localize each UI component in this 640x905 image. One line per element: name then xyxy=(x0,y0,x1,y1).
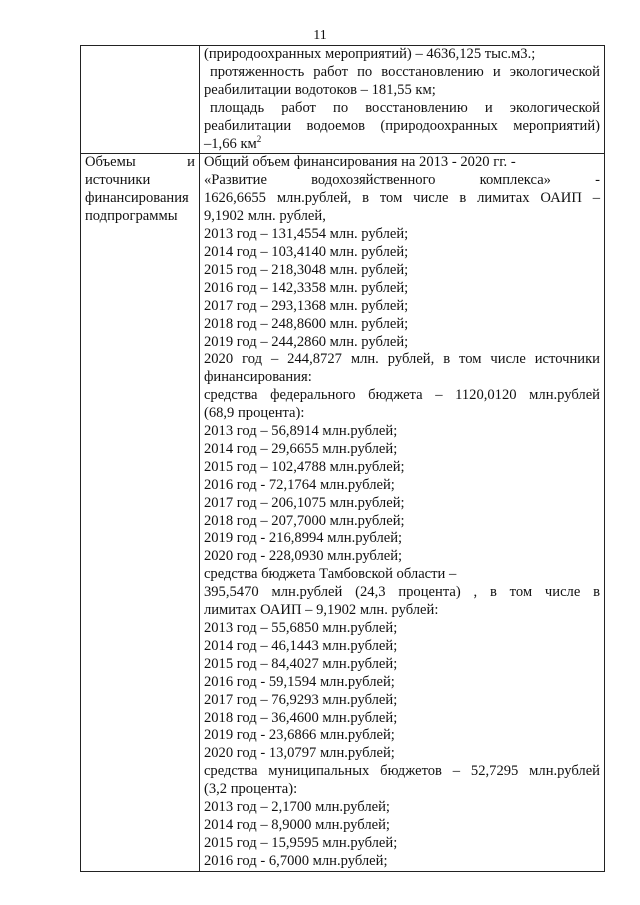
financing-cell xyxy=(199,154,604,871)
text-line: 2017 год – 206,1075 млн.рублей; xyxy=(203,494,405,511)
text-line: 2015 год – 102,4788 млн.рублей; xyxy=(203,458,405,475)
text-line: средства муниципальных бюджетов – 52,7295 млн.рублей xyxy=(203,763,600,780)
text-line: средства бюджета Тамбовской области – xyxy=(203,566,457,583)
text-line: лимитах ОАИП – 9,1902 млн. рублей: xyxy=(203,602,439,619)
text-line: финансирования: xyxy=(203,369,312,386)
text-line: Общий объем финансирования на 2013 - 2020 гг. - xyxy=(203,154,516,171)
text-line: площадь работ по восстановлению и экологической xyxy=(209,99,600,116)
text-line: «Развитие водохозяйственного комплекса» - xyxy=(203,172,600,189)
text-line: 2013 год – 55,6850 млн.рублей; xyxy=(203,620,398,636)
text-line: 2020 год - 13,0797 млн.рублей; xyxy=(203,745,395,762)
text-line: реабилитации водотоков – 181,55 км; xyxy=(203,81,436,98)
subprogram-passport-table xyxy=(80,45,605,872)
text-line: (68,9 процента): xyxy=(203,405,305,422)
row-label-cell xyxy=(81,46,200,154)
text-line: 2019 год - 23,6866 млн.рублей; xyxy=(203,727,395,744)
indicators-text xyxy=(204,46,600,136)
text-line: 2013 год – 56,8914 млн.рублей; xyxy=(203,423,398,440)
row-label-first-line: Объемы и xyxy=(85,154,195,171)
text-line: 2014 год – 8,9000 млн.рублей; xyxy=(203,816,390,833)
page-number: 11 xyxy=(313,28,327,43)
text-line: 1626,6655 млн.рублей, в том числе в лимитах ОАИП – xyxy=(203,190,600,207)
text-line: 2019 год - 216,8994 млн.рублей; xyxy=(203,530,403,547)
text-line: 2017 год – 293,1368 млн. рублей; xyxy=(203,297,409,314)
text-line: 2019 год – 244,2860 млн. рублей; xyxy=(203,333,409,350)
table-row xyxy=(81,46,605,154)
text-line: 2014 год – 29,6655 млн.рублей; xyxy=(203,440,398,457)
text-line: 2013 год – 131,4554 млн. рублей; xyxy=(203,226,409,243)
row-label-line: источники xyxy=(85,172,151,189)
text-line: –1,66 $км^2$ xyxy=(203,133,262,152)
text-line: протяженность работ по восстановлению и экологической xyxy=(209,63,600,80)
text-line: 2016 год - 72,1764 млн.рублей; xyxy=(203,476,395,493)
text-line: 2014 год – 103,4140 млн. рублей; xyxy=(203,243,409,260)
text-line: 2016 год – 142,3358 млн. рублей; xyxy=(203,279,409,296)
text-line: 395,5470 млн.рублей (24,3 процента) , в том числе в xyxy=(203,584,600,601)
text-line: (3,2 процента): xyxy=(203,781,298,798)
row-label-line: финансирования xyxy=(85,190,189,207)
text-line: 2018 год – 207,7000 млн.рублей; xyxy=(203,512,405,529)
table-row xyxy=(81,154,605,871)
text-line: 2018 год – 36,4600 млн.рублей; xyxy=(203,709,398,726)
row-label-line: подпрограммы xyxy=(85,208,178,225)
text-line: (природоохранных мероприятий) – 4636,125 тыс.м3.; xyxy=(203,46,536,62)
text-line: 2017 год – 76,9293 млн.рублей; xyxy=(203,691,398,708)
text-line: 2015 год – 218,3048 млн. рублей; xyxy=(203,261,409,278)
text-line: 2014 год – 46,1443 млн.рублей; xyxy=(203,637,398,654)
financing-text xyxy=(204,154,600,870)
text-line: 2016 год - 59,1594 млн.рублей; xyxy=(203,673,395,690)
text-line: 2015 год – 15,9595 млн.рублей; xyxy=(203,834,398,851)
row-label-cell xyxy=(81,154,200,871)
text-line: реабилитации водоемов (природоохранных мероприятий) xyxy=(203,117,600,134)
text-line: 2015 год – 84,4027 млн.рублей; xyxy=(203,655,398,672)
text-line: 2016 год - 6,7000 млн.рублей; xyxy=(203,852,388,869)
text-line: 2020 год – 244,8727 млн. рублей, в том числе источники xyxy=(203,351,600,368)
text-line: 2013 год – 2,1700 млн.рублей; xyxy=(203,799,390,816)
text-line: 2020 год - 228,0930 млн.рублей; xyxy=(203,548,403,565)
text-line: 2018 год – 248,8600 млн. рублей; xyxy=(203,315,409,332)
text-line: 9,1902 млн. рублей, xyxy=(203,208,326,225)
text-line: средства федерального бюджета – 1120,0120 млн.рублей xyxy=(203,387,600,404)
indicators-cell xyxy=(199,46,604,154)
